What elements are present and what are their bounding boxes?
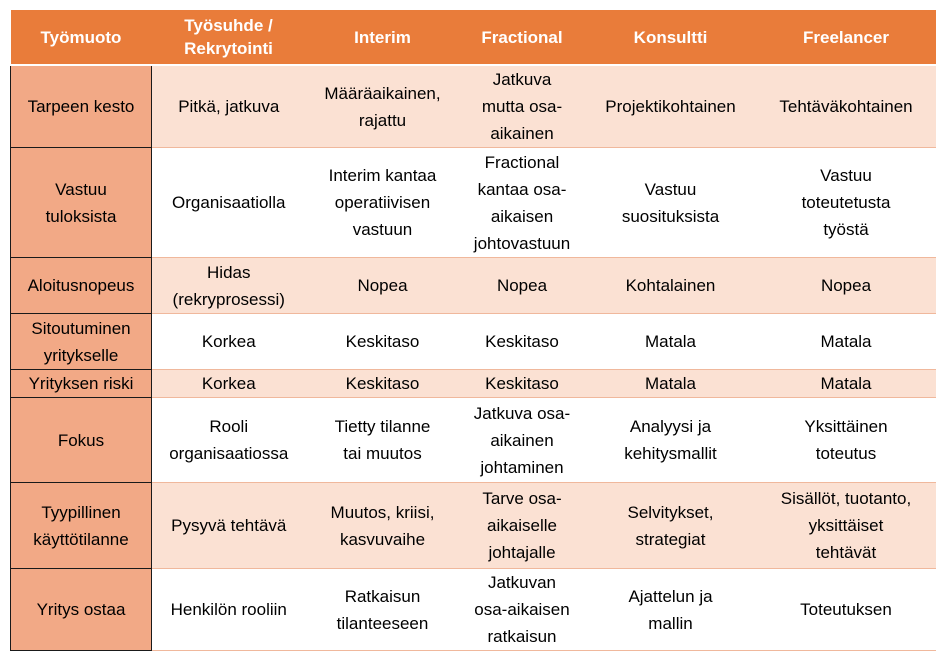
table-cell: Analyysi ja kehitysmallit (585, 398, 757, 483)
row-label: Tarpeen kesto (11, 65, 152, 148)
row-label: Tyypillinen käyttötilanne (11, 483, 152, 569)
table-cell: Muutos, kriisi, kasvuvaihe (306, 483, 460, 569)
table-cell: Nopea (757, 258, 936, 314)
table-cell: Jatkuva osa- aikainen johtaminen (460, 398, 585, 483)
table-cell: Toteutuksen (757, 569, 936, 651)
header-tyomuoto: Työmuoto (11, 10, 152, 65)
header-freelancer: Freelancer (757, 10, 936, 65)
table-cell: Keskitaso (306, 370, 460, 398)
header-row (11, 10, 936, 65)
table-cell: Korkea (152, 370, 306, 398)
table-cell: Sisällöt, tuotanto, yksittäiset tehtävät (757, 483, 936, 569)
table-cell: Ratkaisun tilanteeseen (306, 569, 460, 651)
row-label: Yritys ostaa (11, 569, 152, 651)
table-cell: Matala (585, 370, 757, 398)
table-body (11, 65, 936, 651)
row-label: Vastuu tuloksista (11, 148, 152, 258)
table-row (11, 370, 936, 398)
table-cell: Yksittäinen toteutus (757, 398, 936, 483)
table-cell: Tehtäväkohtainen (757, 65, 936, 148)
table-cell: Ajattelun ja mallin (585, 569, 757, 651)
table-cell: Vastuu toteutetusta työstä (757, 148, 936, 258)
table-cell: Pysyvä tehtävä (152, 483, 306, 569)
table-cell: Organisaatiolla (152, 148, 306, 258)
table-cell: Rooli organisaatiossa (152, 398, 306, 483)
header-fractional: Fractional (460, 10, 585, 65)
table-cell: Projektikohtainen (585, 65, 757, 148)
table-cell: Matala (757, 314, 936, 370)
table-cell: Tietty tilanne tai muutos (306, 398, 460, 483)
header-interim: Interim (306, 10, 460, 65)
table-cell: Matala (585, 314, 757, 370)
table-row (11, 569, 936, 651)
table-row (11, 148, 936, 258)
table-cell: Interim kantaa operatiivisen vastuun (306, 148, 460, 258)
table-cell: Matala (757, 370, 936, 398)
table-row (11, 314, 936, 370)
table-cell: Keskitaso (460, 314, 585, 370)
table-cell: Tarve osa- aikaiselle johtajalle (460, 483, 585, 569)
table-cell: Fractional kantaa osa- aikaisen johtovastuun (460, 148, 585, 258)
table-cell: Kohtalainen (585, 258, 757, 314)
table-cell: Keskitaso (306, 314, 460, 370)
table-cell: Määräaikainen, rajattu (306, 65, 460, 148)
comparison-table (10, 10, 936, 651)
table-cell: Keskitaso (460, 370, 585, 398)
table-row (11, 483, 936, 569)
table-cell: Pitkä, jatkuva (152, 65, 306, 148)
table-cell: Henkilön rooliin (152, 569, 306, 651)
table-cell: Korkea (152, 314, 306, 370)
table-header (11, 10, 936, 65)
header-konsultti: Konsultti (585, 10, 757, 65)
row-label: Aloitusnopeus (11, 258, 152, 314)
row-label: Fokus (11, 398, 152, 483)
table-cell: Hidas (rekryprosessi) (152, 258, 306, 314)
table-row (11, 65, 936, 148)
row-label: Sitoutuminen yritykselle (11, 314, 152, 370)
table-cell: Selvitykset, strategiat (585, 483, 757, 569)
header-tyosuhde: Työsuhde / Rekrytointi (152, 10, 306, 65)
table-cell: Nopea (306, 258, 460, 314)
table-cell: Nopea (460, 258, 585, 314)
table-row (11, 398, 936, 483)
table-cell: Jatkuva mutta osa- aikainen (460, 65, 585, 148)
row-label: Yrityksen riski (11, 370, 152, 398)
table-cell: Vastuu suosituksista (585, 148, 757, 258)
table-row (11, 258, 936, 314)
table-cell: Jatkuvan osa-aikaisen ratkaisun (460, 569, 585, 651)
